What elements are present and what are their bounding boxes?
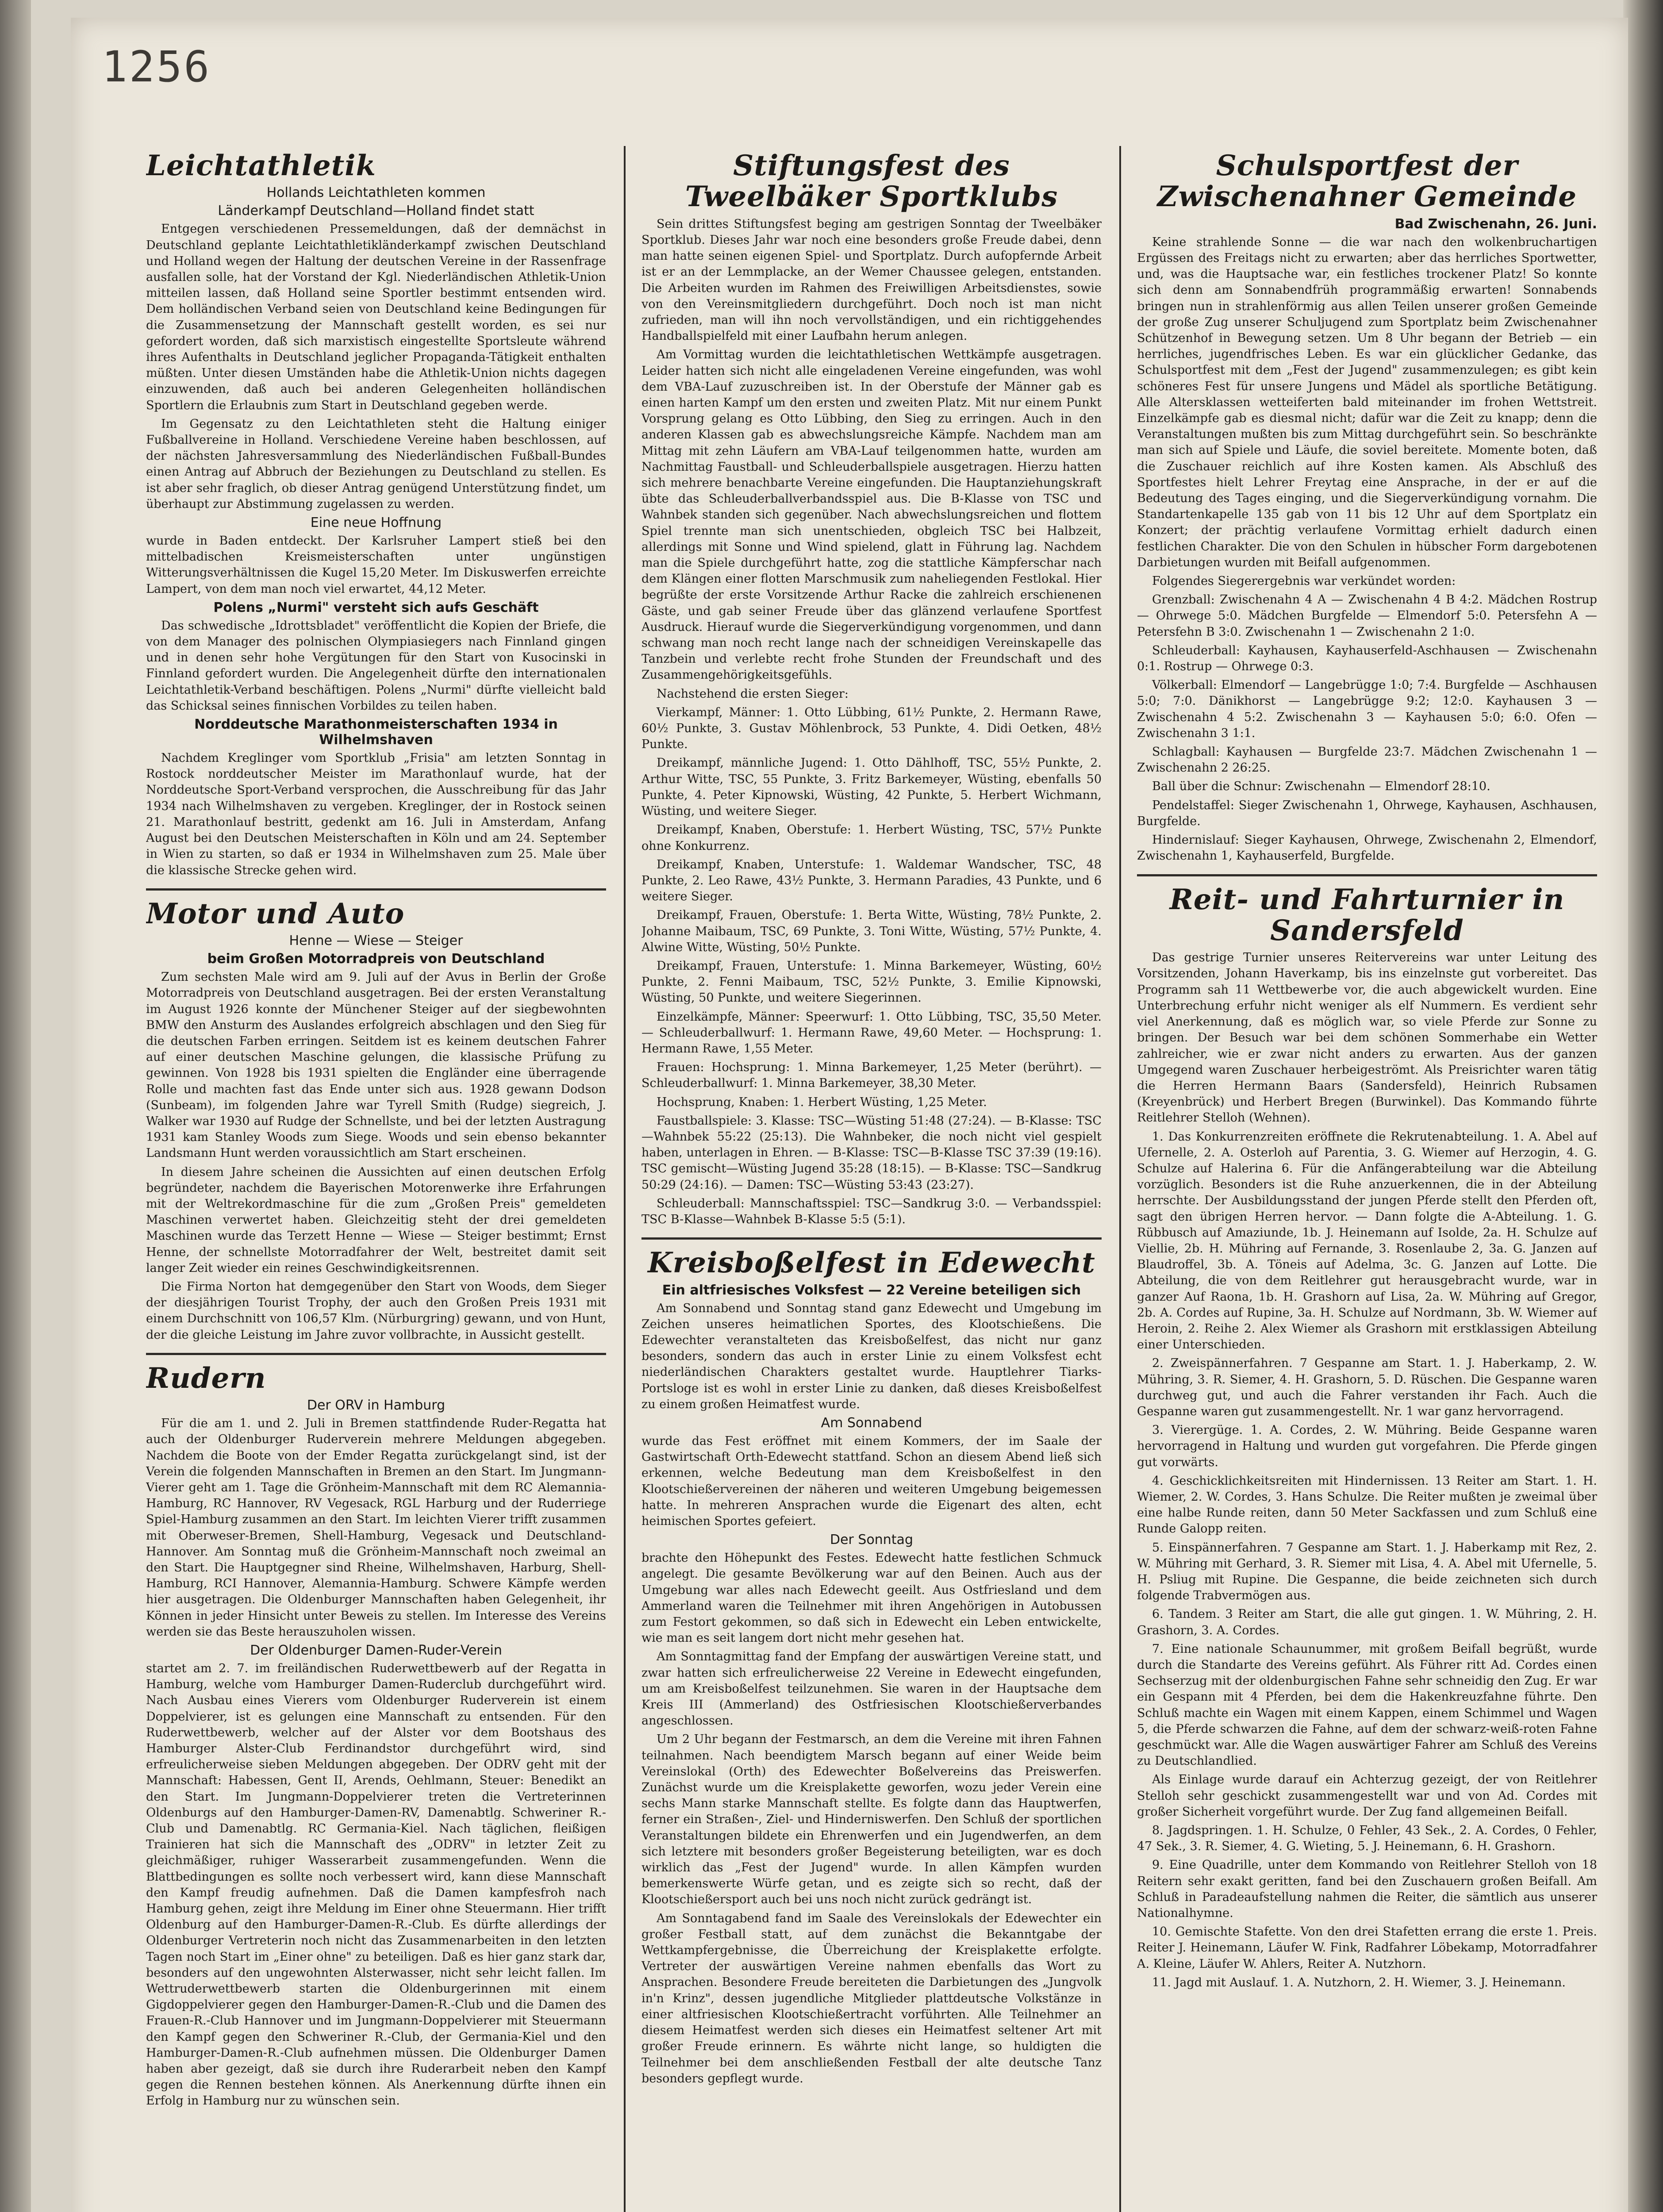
subhead: Der Sonntag (830, 1532, 914, 1548)
result-paragraph: 10. Gemischte Stafette. Von den drei Stafetten errang die erste 1. Preis. Reiter J. Heinemann, Läufer W. Fink, Radfahrer Löbekamp, Motorradfahrer A. Kleine, Läufer W. Ahlers, Reiter A. Nutzhorn. (1137, 1925, 1597, 1971)
result-paragraph: Hindernislauf: Sieger Kayhausen, Ohrwege, Zwischenahn 2, Elmendorf, Zwischenahn 1, Kayhauserfeld, Burgfelde. (1137, 833, 1597, 863)
result-paragraph: 11. Jagd mit Auslauf. 1. A. Nutzhorn, 2. H. Wiemer, 3. J. Heinemann. (1152, 1975, 1566, 1989)
result-paragraph: 9. Eine Quadrille, unter dem Kommando von Reitlehrer Stelloh von 18 Reitern sehr exakt geritten, fand bei den Zuschauern großen Beifall. Am Schluß in Paradeaufstellung nahmen die Reiter, die sämtlich aus unserer Nationalhymne. (1137, 1858, 1597, 1920)
paragraph: Am Sonntagmittag fand der Empfang der auswärtigen Vereine statt, und zwar hatten sich erfreulicherweise 22 Vereine in Edewecht eingefunden, um am Kreisboßelfest teilzunehmen. Sie waren in der Hauptsache dem Kreis III (Ammerland) des Ostfriesischen Klootschießerverbandes angeschlossen. (641, 1650, 1102, 1728)
result-paragraph: Einzelkämpfe, Männer: Speerwurf: 1. Otto Lübbing, TSC, 35,50 Meter. — Schleuderballwurf: 1. Hermann Rawe, 49,60 Meter. — Hochsprung: 1. Hermann Rawe, 1,55 Meter. (641, 1010, 1102, 1056)
result-paragraph: 1. Das Konkurrenzreiten eröffnete die Rekrutenabteilung. 1. A. Abel auf Ufernelle, 2. A. Osterloh auf Parentia, 3. G. Wiemer auf Herzogin, 4. G. Schulze auf Halerina 6. Für die Anfängerabteilung war die Abteilung vorzüglich. Besonders ist die Ruhe anzuerkennen, die in der Abteilung herrschte. Der Ausbildungsstand der jungen Pferde stellt den Pferden oft, sagt den übrigen Herren hervor. — Dann folgte die A-Abteilung. 1. G. Rübbusch auf Amaziunde, 1b. J. Heinemann auf Isolde, 2a. H. Schulze auf Viellie, 2b. H. Mühring auf Fernande, 3. Rosenlaube 2, 3a. G. Janzen auf Blaudroffel, 3b. A. Töneis auf Adelma, 3c. G. Janzen auf Lotte. Die Abteilung, die von dem Reitlehrer gut herausgebracht wurde, war in ganzer Auf Raona, 1b. H. Grashorn auf Lisa, 2a. W. Mühring auf Gregor, 2b. A. Cordes auf Rupine, 3a. H. Schulze auf Nordmann, 3b. W. Wiemer auf Heroin, 2. Reihe 2. Alex Wiemer als Grashorn mit erstklassigen Abteilung einer Unterschieden. (1137, 1129, 1597, 1352)
subhead: Polens „Nurmi" versteht sich aufs Geschäft (213, 599, 539, 615)
result-paragraph: Dreikampf, Knaben, Oberstufe: 1. Herbert Wüsting, TSC, 57½ Punkte ohne Konkurrenz. (641, 823, 1102, 853)
result-paragraph: Ball über die Schnur: Zwischenahn — Elmendorf 28:10. (1152, 780, 1490, 794)
paragraph: Für die am 1. und 2. Juli in Bremen stattfindende Ruder-Regatta hat auch der Oldenburger Ruderverein mehrere Meldungen abgegeben. Nachdem die Boote von der Emder Regatta zurückgelangt sind, ist der Verein die folgenden Mannschaften in Bremen an den Start. Im Jungmann-Vierer geht am 1. Tage die Grönheim-Mannschaft mit dem RC Alemannia-Hamburg, RC Hannover, RV Vegesack, RGL Harburg und der Ruderriege Spiel-Hamburg zusammen an den Start. Im leichten Vierer trifft zusammen mit Oberweser-Bremen, Shell-Hamburg, Vegesack und Deutschland-Hannover. Am Sonntag muß die Grönheim-Mannschaft noch zweimal an den Start. Die Hauptgegner sind Rheine, Wilhelmshaven, Harburg, Shell-Hamburg, RCI Hannover, Alemannia-Hamburg. Schwere Kämpfe werden hier ausgetragen. Die Oldenburger Mannschaften haben Gelegenheit, ihr Können in jeder Hinsicht unter Beweis zu stellen. Im Interesse des Vereins werden sie das Beste herauszuholen wissen. (146, 1417, 606, 1639)
paragraph: Das gestrige Turnier unseres Reitervereins war unter Leitung des Vorsitzenden, Johann Haverkamp, bis ins einzelnste gut vorbereitet. Das Programm sah 11 Wettbewerbe vor, die auch abgewickelt wurden. Eine Unterbrechung erfuhr nicht weniger als elf Nummern. Es verdient sehr viel Anerkennung, daß es möglich war, so viele Pferde zur Sonne zu bringen. Der Besuch war bei dem schönen Sommerhabe ein Wetter zahlreicher, wie er zwar nicht anders zu erwarten. Aus der ganzen Umgegend waren Zuschauer herbeigeströmt. Als Preisrichter waren tätig die Herren Hermann Baars (Sandersfeld), Heinrich Rubsamen (Kreyenbrück) und Herbert Bregen (Burwinkel). Das Kommando führte Reitlehrer Stelloh (Wehnen). (1137, 951, 1597, 1125)
paragraph: In diesem Jahre scheinen die Aussichten auf einen deutschen Erfolg begründeter, nachdem die Bayerischen Motorenwerke ihre Erfahrungen mit der Weltrekordmaschine für die zum „Großen Preis" gemeldeten Maschinen verwertet haben. Gleichzeitig steht der drei gemeldeten Maschinen wurde das Terzett Henne — Wiese — Steiger bestimmt; Ernst Henne, der schnellste Motorradfahrer der Welt, bestreitet damit seit langer Zeit wieder ein reines Geschwindigkeitsrennen. (146, 1165, 606, 1275)
result-paragraph: Schleuderball: Kayhausen, Kayhauserfeld-Aschhausen — Zwischenahn 0:1. Rostrup — Ohrwege 0:3. (1137, 643, 1597, 674)
paragraph: startet am 2. 7. im freiländischen Ruderwettbewerb auf der Regatta in Hamburg, welche vom Hamburger Damen-Ruderclub durchgeführt wird. Nach Ausbau eines Vierers vom Oldenburger Ruderverein ist einem Doppelvierer, ist es gelungen eine Mannschaft zu entsenden. Für den Ruderwettbewerb, welcher auf der Alster vor dem Bootshaus des Hamburger Alster-Club Ferdinandstor durchgeführt wird, sind erfreulicherweise sieben Meldungen abgegeben. Der ODRV geht mit der Mannschaft: Habessen, Gent II, Arends, Oehlmann, Steuer: Benedikt an den Start. Im Jungmann-Doppelvierer treten die Vertreterinnen Oldenburgs auf den Hamburger-Damen-RV, Damenabtlg. Schweriner R.-Club und Damenabtlg. RC Germania-Kiel. Nach täglichen, fleißigen Trainieren hat sich die Mannschaft des „ODRV" in letzter Zeit zu gleichmäßiger, ruhiger Wasserarbeit zusammengefunden. Wenn die Blattbedingungen es sollte noch verbessert wird, kann diese Mannschaft den Kampf freudig aufnehmen. Daß die Damen kampfesfroh nach Hamburg gehen, zeigt ihre Meldung im Einer ohne Steuermann. Hier trifft Oldenburg auf den Hamburger-Damen-R.-Club. Es dürfte allerdings der Oldenburger Vertreterin noch nicht das Zusammenarbeiten in den letzten Tagen noch Start im „Einer ohne" zu beteiligen. Daß es hier ganz stark dar, besonders auf den ungewohnten Alsterwasser, nicht sehr leicht fallen. Im Wettruderwettbewerb starten die Oldenburgerinnen mit einem Gigdoppelvierer gegen den Hamburger-Damen-R.-Club und die Damen des Frauen-R.-Club Hannover und im Jungmann-Doppelvierer mit Steuermann den Kampf gegen den Schweriner R.-Club, der Germania-Kiel und den Hamburger-Damen-R.-Club aufnehmen müssen. Die Oldenburger Damen haben aber gezeigt, daß sie durch ihre Ruderarbeit neben den Kampf gegen die Rennen bestehen können. Als Anerkennung dürfte ihnen ein Erfolg in Hamburg nur zu wünschen sein. (146, 1662, 606, 2108)
subhead: Am Sonnabend (821, 1415, 922, 1431)
result-paragraph: 5. Einspännerfahren. 7 Gespanne am Start. 1. J. Haberkamp mit Rez, 2. W. Mühring mit Gerhard, 3. R. Siemer mit Lisa, 4. A. Abel mit Ufernelle, 5. H. Psliug mit Rupine. Die Gespanne, die beide zeichneten sich durch folgende Trabvermögen aus. (1137, 1540, 1597, 1603)
result-paragraph: Als Einlage wurde darauf ein Achterzug gezeigt, der von Reitlehrer Stelloh sehr geschickt zusammengestellt war und von Ad. Cordes mit großer Sicherheit vorgeführt wurde. Der Zug fand allgemeinen Beifall. (1137, 1773, 1597, 1819)
subhead: Hollands Leichtathleten kommen (266, 185, 486, 201)
result-paragraph: 4. Geschicklichkeitsreiten mit Hindernissen. 13 Reiter am Start. 1. H. Wiemer, 2. W. Cordes, 3. Hans Schulze. Die Reiter mußten je zweimal über eine halbe Runde reiten, dann 50 Meter Sackfassen und zum Schluß eine Runde Galopp reiten. (1137, 1474, 1597, 1536)
headline-rudern: Rudern (146, 1361, 266, 1395)
column-2 (641, 146, 1102, 2212)
paragraph: Die Firma Norton hat demgegenüber den Start von Woods, dem Sieger der diesjährigen Tourist Trophy, der auch den Großen Preis 1931 mit einem Durchschnitt von 106,57 Klm. (Nürburgring) gewann, und von Hunt, der die gleiche Leistung im Jahre zuvor vollbrachte, in Aussicht gestellt. (146, 1279, 606, 1342)
paragraph: Das schwedische „Idrottsbladet" veröffentlicht die Kopien der Briefe, die von dem Manager des polnischen Olympiasiegers nach Finnland gingen und in denen sehr hohe Vergütungen für den Start von Kusocinski in Finnland gefordert wurden. Die Angelegenheit dürfte den internationalen Leichtathletik-Verband beschäftigen. Polens „Nurmi" dürfte vielleicht bald das Schicksal seines finnischen Vorbildes zu teilen haben. (146, 618, 606, 713)
result-paragraph: Dreikampf, Frauen, Oberstufe: 1. Berta Witte, Wüsting, 78½ Punkte, 2. Johanne Maibaum, TSC, 69 Punkte, 3. Toni Witte, Wüsting, 57½ Punkte, 4. Alwine Witte, Wüsting, 50½ Punkte. (641, 908, 1102, 954)
dateline: Bad Zwischenahn, 26. Juni. (1394, 216, 1597, 232)
subhead: Norddeutsche Marathonmeisterschaften 1934 in Wilhelmshaven (194, 717, 558, 748)
result-paragraph: Pendelstaffel: Sieger Zwischenahn 1, Ohrwege, Kayhausen, Aschhausen, Burgfelde. (1137, 798, 1597, 828)
column-3 (1137, 146, 1597, 2212)
subhead: Der Oldenburger Damen-Ruder-Verein (250, 1643, 502, 1658)
result-paragraph: 2. Zweispännerfahren. 7 Gespanne am Start. 1. J. Haberkamp, 2. W. Mühring, 3. R. Siemer, 4. H. Grashorn, 5. D. Rüschen. Die Gespanne waren durchweg gut, und auch die Fahrer verstanden ihr Fach. Auch die Gespanne waren gut zusammengestellt. Nr. 1 war ganz hervorragend. (1137, 1356, 1597, 1418)
headline-kreisbosselfest: Kreisboßelfest in Edewecht (648, 1246, 1095, 1280)
result-paragraph: 3. Vierergüge. 1. A. Cordes, 2. W. Mühring. Beide Gespanne waren hervorragend in Haltung und wurden gut vorgefahren. Die Pferde gingen gut vorwärts. (1137, 1423, 1597, 1469)
headline-stiftungsfest: Stiftungsfest des Tweelbäker Sportklubs (685, 149, 1058, 214)
headline-motor-und-auto: Motor und Auto (146, 897, 405, 930)
result-paragraph: 8. Jagdspringen. 1. H. Schulze, 0 Fehler, 43 Sek., 2. A. Cordes, 0 Fehler, 47 Sek., 3. R. Siemer, 4. G. Wieting, 5. J. Heinemann, 6. H. Grashorn. (1137, 1824, 1597, 1854)
paragraph: Folgendes Siegerergebnis war verkündet worden: (1152, 574, 1456, 588)
paragraph: Um 2 Uhr begann der Festmarsch, an dem die Vereine mit ihren Fahnen teilnahmen. Nach beendigtem Marsch begann auf einer Weide beim Vereinslokal (Orth) des Edewechter Boßelvereins das Preiswerfen. Zunächst wurde um die Kreisplakette geworfen, wozu jeder Verein eine sechs Mann starke Mannschaft stellte. Es folgte dann das Hauptwerfen, ferner ein Straßen-, Ziel- und Hinderniswerfen. Den Schluß der sportlichen Veranstaltungen bildete ein Ehrenwerfen und ein Jugendwerfen, an dem sich letztere mit besonders großer Begeisterung beteiligten, war es doch wirklich das „Fest der Jugend" wurde. In allen Kämpfen wurden bemerkenswerte Würfe getan, und es zeigte sich so recht, daß der Klootschießersport auch bei uns noch nicht zurück gedrängt ist. (641, 1732, 1102, 1907)
section-divider (146, 1353, 606, 1355)
subhead: Eine neue Hoffnung (310, 515, 442, 531)
paragraph: Nachstehend die ersten Sieger: (657, 687, 849, 701)
paragraph: Keine strahlende Sonne — die war nach den wolkenbruchartigen Ergüssen des Freitags nicht zu erwarten; aber das herrliches Sportwetter, und, was die Hauptsache war, ein festliches trockener Platz! So konnte sich denn am Sonnabendfrüh programmäßig erwarten! Sonnabends bringen nun in strahlenförmig aus allen Teilen unserer großen Gemeinde der große Zug unserer Schuljugend zum Sportplatz beim Zwischenahner Schützenhof in Bewegung setzen. Um 8 Uhr begann der Betrieb — ein herrliches, jugendfrisches Leben. Es war ein glücklicher Gedanke, das Schulsportfest mit dem „Fest der Jugend" zusammenzulegen; es gibt kein schöneres Fest für unsere Jungens und Mädel als sportliche Betätigung. Alle Altersklassen wetteiferten bald miteinander im frohen Wettstreit. Einzelkämpfe gab es diesmal nicht; dafür war die Zeit zu knapp; denn die Veranstaltungen mußten bis zum Mittag durchgeführt sein. So beschränkte man sich auf Spiele und Läufe, die soviel bereitete. Momente boten, daß die Zuschauer reichlich auf ihre Kosten kamen. Als Abschluß des Sportfestes hielt Lehrer Freytag eine Ansprache, in der er auf die Bedeutung des Tages einging, und die Siegerverkündigung vornahm. Die Standartenkapelle 135 gab von 11 bis 12 Uhr auf dem Sportplatz ein Konzert; der prächtig verlaufene Vormittag erhielt dadurch einen festlichen Charakter. Die von den Schulen in hübscher Form dargebotenen Darbietungen wurden mit Beifall aufgenommen. (1137, 235, 1597, 569)
result-paragraph: Grenzball: Zwischenahn 4 A — Zwischenahn 4 B 4:2. Mädchen Rostrup — Ohrwege 5:0. Mädchen Burgfelde — Elmendorf 5:0. Petersfehn A — Petersfehn B 3:0. Zwischenahn 1 — Zwischenahn 2 1:0. (1137, 593, 1597, 639)
subhead: Der ORV in Hamburg (307, 1398, 446, 1413)
columns (146, 146, 1597, 2212)
section-divider (641, 1237, 1102, 1240)
result-paragraph: 6. Tandem. 3 Reiter am Start, die alle gut gingen. 1. W. Mühring, 2. H. Grashorn, 3. A. Cordes. (1137, 1607, 1597, 1637)
subhead: Henne — Wiese — Steiger (289, 933, 463, 949)
paragraph: wurde in Baden entdeckt. Der Karlsruher Lampert stieß bei den mittelbadischen Kreismeisterschaften unter ungünstigen Witterungsverhältnissen die Kugel 15,20 Meter. Im Diskuswerfen erreichte Lampert, von dem man noch viel erwartet, 44,12 Meter. (146, 534, 606, 596)
paragraph: wurde das Fest eröffnet mit einem Kommers, der im Saale der Gastwirtschaft Orth-Edewecht stattfand. Schon an diesem Abend ließ sich erkennen, welche Bedeutung man dem Kreisboßelfest in den Klootschießervereinen der näheren und weiteren Umgebung beigemessen hatte. In mehreren Ansprachen wurde die Eigenart des alten, echt heimischen Sportes gefeiert. (641, 1434, 1102, 1528)
result-paragraph: Dreikampf, Knaben, Unterstufe: 1. Waldemar Wandscher, TSC, 48 Punkte, 2. Leo Rawe, 43½ Punkte, 3. Hermann Paradies, 43 Punkte, und 6 weitere Sieger. (641, 857, 1102, 904)
result-paragraph: Dreikampf, männliche Jugend: 1. Otto Dählhoff, TSC, 55½ Punkte, 2. Arthur Witte, TSC, 55 Punkte, 3. Fritz Barkemeyer, Wüsting, ebenfalls 50 Punkte, 4. Peter Kipnowski, Wüsting, 42 Punkte, 5. Herbert Wichmann, Wüsting, und weitere Sieger. (641, 756, 1102, 818)
paragraph: Am Sonnabend und Sonntag stand ganz Edewecht und Umgebung im Zeichen unseres heimatlichen Sportes, des Klootschießens. Die Edewechter veranstalteten das Kreisboßelfest, das nicht nur ganz besonders, sondern das auch in erster Linie zu einem Volksfest echt niederländischen Charakters gestaltet wurde. Hauptlehrer Tiarks-Portsloge ist es wohl in erster Linie zu danken, daß dieses Kreisboßelfest zu einem großen Heimatfest wurde. (641, 1301, 1102, 1411)
headline-leichtathletik: Leichtathletik (146, 149, 376, 182)
paragraph: Am Sonntagabend fand im Saale des Vereinslokals der Edewechter ein großer Festball statt, auf dem zunächst die Bekanntgabe der Wettkampfergebnisse, die Überreichung der Kreisplakette erfolgte. Vertreter der auswärtigen Vereine nahmen ebenfalls das Wort zu Ansprachen. Besondere Freude bereiteten die Darbietungen des „Jungvolk in'n Krinz", dessen jugendliche Mitglieder plattdeutsche Volkstänze in einer altfriesischen Klootschießertracht vorführten. Alle Teilnehmer an diesem Heimatfest werden sich dieses ein Heimatfest seltener Art mit großer Freude erinnern. Es währte nicht lange, so huldigten die Teilnehmer bei dem anschließenden Festball der alte deutsche Tanz besonders gepflegt wurde. (641, 1911, 1102, 2085)
section-divider (146, 888, 606, 891)
result-paragraph: Frauen: Hochsprung: 1. Minna Barkemeyer, 1,25 Meter (berührt). — Schleuderballwurf: 1. Minna Barkemeyer, 38,30 Meter. (641, 1060, 1102, 1091)
paragraph: Nachdem Kreglinger vom Sportklub „Frisia" am letzten Sonntag in Rostock norddeutscher Meister im Marathonlauf wurde, hat der Norddeutsche Sport-Verband versprochen, die Ausschreibung für das Jahr 1934 nach Wilhelmshaven zu vergeben. Kreglinger, der in Rostock seinen 21. Marathonlauf bestritt, gedenkt am 16. Juli in Amsterdam, Anfang August bei den Deutschen Meisterschaften in Köln und am 24. September in Wien zu starten, so daß er 1934 in Wilhelmshaven zum 25. Male über die klassische Strecke gehen wird. (146, 751, 606, 877)
scan-edge-left (0, 0, 31, 2212)
result-paragraph: Faustballspiele: 3. Klasse: TSC—Wüsting 51:48 (27:24). — B-Klasse: TSC—Wahnbek 55:22 (25:13). Die Wahnbeker, die noch nicht viel gespielt haben, unterlagen in Ehren. — B-Klasse: TSC—B-Klasse TSC 37:39 (19:16). TSC gemischt—Wüsting Jugend 35:28 (18:15). — B-Klasse: TSC—Sandkrug 50:29 (24:16). — Damen: TSC—Wüsting 53:43 (23:27). (641, 1114, 1102, 1192)
subhead: beim Großen Motorradpreis von Deutschland (207, 951, 545, 967)
paragraph: Entgegen verschiedenen Pressemeldungen, daß der demnächst in Deutschland geplante Leichtathletikländerkampf zwischen Deutschland und Holland wegen der Haltung der deutschen Vereine in der Rassenfrage ausfallen solle, hat der Vorstand der Kgl. Niederländischen Athletik-Union mitteilen lassen, daß Holland seine Sportler bestimmt entsenden wird. Dem holländischen Verband seien von Deutschland keine Bedingungen für die Zusammensetzung der Mannschaft gestellt worden, es sei nur gefordert worden, daß sich marxistisch eingestellte Sportsleute während ihres Aufenthalts in Deutschland jeglicher Propaganda-Tätigkeit enthalten müßten. Unter diesen Umständen habe die Athletik-Union nichts dagegen einzuwenden, daß auch bei anderen Gelegenheiten holländischen Sportlern die Erlaubnis zum Start in Deutschland gegeben werde. (146, 222, 606, 412)
result-paragraph: Schlagball: Kayhausen — Burgfelde 23:7. Mädchen Zwischenahn 1 — Zwischenahn 2 26:25. (1137, 745, 1597, 775)
paragraph: Zum sechsten Male wird am 9. Juli auf der Avus in Berlin der Große Motorradpreis von Deutschland ausgetragen. Bei der ersten Veranstaltung im August 1926 konnte der Münchener Steiger auf der siegbewohnten BMW den Ansturm des Auslandes erfolgreich abschlagen und den Sieg für die deutschen Farben erringen. Seitdem ist es keinem deutschen Fahrer auf einer deutschen Maschine gelungen, die klassische Prüfung zu gewinnen. Von 1928 bis 1931 spielten die Engländer eine überragende Rolle und machten fast das Ende unter sich aus. 1928 gewann Dodson (Sunbeam), im folgenden Jahre war Tyrell Smith (Rudge) siegreich, J. Walker war 1930 auf Rudge der Schnellste, und bei der letzten Austragung 1931 kam Stanley Woods zum Siege. Woods und sein ebenso bekannter Landsmann Hunt werden voraussichtlich am Start erscheinen. (146, 970, 606, 1160)
result-paragraph: Vierkampf, Männer: 1. Otto Lübbing, 61½ Punkte, 2. Hermann Rawe, 60½ Punkte, 3. Gustav Möhlenbrock, 53 Punkte, 4. Didi Oetken, 48½ Punkte. (641, 705, 1102, 752)
section-divider (1137, 874, 1597, 876)
result-paragraph: Schleuderball: Mannschaftsspiel: TSC—Sandkrug 3:0. — Verbandsspiel: TSC B-Klasse—Wahnbek B-Klasse 5:5 (5:1). (641, 1196, 1102, 1226)
result-paragraph: Dreikampf, Frauen, Unterstufe: 1. Minna Barkemeyer, Wüsting, 60½ Punkte, 2. Fenni Maibaum, TSC, 52½ Punkte, 3. Emilie Kipnowski, Wüsting, 50 Punkte, und weitere Siegerinnen. (641, 959, 1102, 1005)
result-paragraph: Völkerball: Elmendorf — Langebrügge 1:0; 7:4. Burgfelde — Aschhausen 5:0; 7:0. Dänikhorst — Langebrügge 9:2; 12:0. Kayhausen 3 — Zwischenahn 4 5:2. Zwischenahn 3 — Kayhausen 5:0; 6:0. Ofen — Zwischenahn 3 1:1. (1137, 678, 1597, 740)
paragraph: brachte den Höhepunkt des Festes. Edewecht hatte festlichen Schmuck angelegt. Die gesamte Bevölkerung war auf den Beinen. Auch aus der Umgebung war alles nach Edewecht geeilt. Aus Ostfriesland und dem Ammerland waren die Teilnehmer mit ihren Angehörigen in Autobussen zum Festort gekommen, so daß sich in Edewecht ein Leben entwickelte, wie man es seit langem dort nicht mehr gesehen hat. (641, 1551, 1102, 1645)
paragraph: Im Gegensatz zu den Leichtathleten steht die Haltung einiger Fußballvereine in Holland. Verschiedene Vereine haben beschlossen, auf der nächsten Jahresversammlung des Niederländischen Fußball-Bundes einen Antrag auf Abbruch der Beziehungen zu Deutschland zu stellen. Es ist aber sehr fraglich, ob dieser Antrag genügend Unterstützung findet, um überhaupt zur Abstimmung zugelassen zu werden. (146, 417, 606, 511)
result-paragraph: Hochsprung, Knaben: 1. Herbert Wüsting, 1,25 Meter. (657, 1095, 987, 1109)
page-number: 1256 (102, 42, 211, 92)
scan-edge-right (1623, 0, 1663, 2212)
paragraph: Am Vormittag wurden die leichtathletischen Wettkämpfe ausgetragen. Leider hatten sich nicht alle eingeladenen Vereine eingefunden, was wohl dem VBA-Lauf zuzuschreiben ist. In der Oberstufe der Männer gab es einen harten Kampf um den ersten und zweiten Platz. Mit nur einem Punkt Vorsprung gelang es Otto Lübbing, den Sieg zu erringen. Auch in den anderen Klassen gab es abwechslungsreiche Kämpfe. Nachdem man am Mittag mit zehn Läufern am VBA-Lauf teilgenommen hatte, wurden am Nachmittag Faustball- und Schleuderballspiele ausgetragen. Hierzu hatten sich mehrere benachbarte Vereine eingefunden. Die Hauptanziehungskraft übte das Schleuderballverbandsspiel aus. Die B-Klasse von TSC und Wahnbek standen sich gegenüber. Nach abwechslungsreichen und flottem Spiel trennte man sich unentschieden, obgleich TSC bei Halbzeit, allerdings mit Sonne und Wind spielend, glatt in Führung lag. Nachdem man die Spiele durchgeführt hatte, zog die stattliche Kämpferschar nach dem Klängen einer flotten Marschmusik zum naheliegenden Festlokal. Hier begrüßte der erste Vorsitzende Arthur Racke die zahlreich erschienenen Gäste, und gab seiner Freude über das glänzend verlaufene Sportfest Ausdruck. Hierauf wurde die Siegerverkündigung vorgenommen, und dann schwang man noch recht lange nach der schneidigen Vereinskapelle das Tanzbein und verlebte recht frohe Stunden der Freundschaft und des Zusammengehörigkeitsgefühls. (641, 348, 1102, 682)
paragraph: Sein drittes Stiftungsfest beging am gestrigen Sonntag der Tweelbäker Sportklub. Dieses Jahr war noch eine besonders große Freude dabei, denn man hatte seinen eigenen Spiel- und Sportplatz. Durch aufopfernde Arbeit ist er an der Lemmplacke, an der Wemer Chaussee gelegen, entstanden. Die Arbeiten wurden im Rahmen des Freiwilligen Arbeitsdienstes, sowie von den Vereinsmitgliedern durchgeführt. Doch noch ist man nicht zufrieden, man will ihn noch vervollständigen, und ein richtiggehendes Handballspielfeld mit einer Laufbahn herum anlegen. (641, 217, 1102, 343)
column-1 (146, 146, 606, 2212)
headline-schulsportfest: Schulsportfest der Zwischenahner Gemeinde (1157, 149, 1577, 214)
result-paragraph: 7. Eine nationale Schaunummer, mit großem Beifall begrüßt, wurde durch die Standarte des Vereins geführt. Als Führer ritt Ad. Cordes einen Sechserzug mit der oldenburgischen Fahne sehr schneidig den Zug. Er war ein Gespann mit 4 Pferden, bei dem die Hakenkreuzfahne führte. Den Schluß machte ein Wagen mit einem Kappen, einem Schimmel und Wagen 5, die Pferde schwarzen die Fahne, auf dem der schwarz-weiß-roten Fahne geschmückt war. Alle die Wagen auswärtiger Fahrer am Schluß des Vereins zu Deutschlandlied. (1137, 1642, 1597, 1768)
subhead: Ein altfriesisches Volksfest — 22 Vereine beteiligen sich (662, 1282, 1081, 1298)
headline-reit-und-fahrturnier: Reit- und Fahrturnier in Sandersfeld (1169, 883, 1565, 947)
subhead: Länderkampf Deutschland—Holland findet statt (218, 203, 534, 219)
